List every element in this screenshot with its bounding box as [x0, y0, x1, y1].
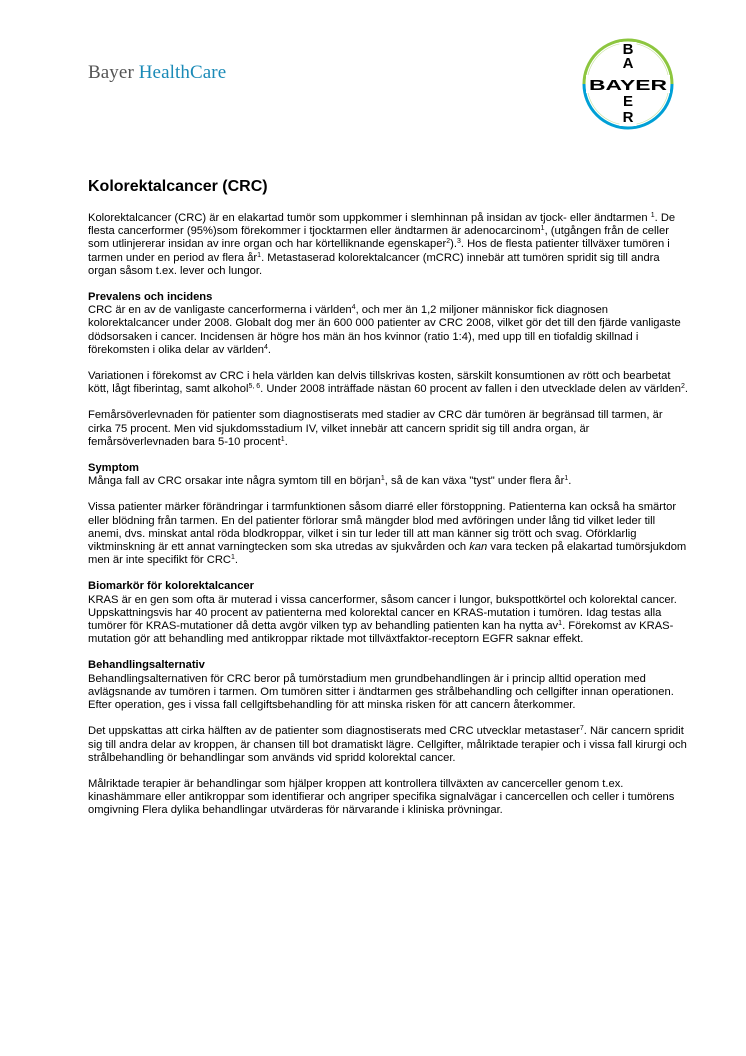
section-heading-treatment: Behandlingsalternativ [88, 659, 205, 672]
section-heading-biomarker: Biomarkör för kolorektalcancer [88, 580, 255, 593]
treatment-paragraph-2: Det uppskattas att cirka hälften av de patienter som diagnostiserats med CRC utvecklar metastaser$^7$. När cancern spridit sig till andra delar av kroppen, är chansen till bot dramatiskt lägre. Cellgifter, målriktade terapier och i vissa fall kirurgi och strålbehandling ör behandlingar som används vid spridd kolorektal cancer. [88, 725, 687, 764]
logo-letter-vertical: A [622, 55, 634, 72]
brand-healthcare: HealthCare [138, 62, 227, 83]
bayer-cross-logo [582, 38, 674, 130]
section-heading-prevalence: Prevalens och incidens [88, 291, 213, 304]
section-heading-symptoms: Symptom [88, 462, 139, 475]
symptoms-paragraph-1: Många fall av CRC orsakar inte några symtom till en början$^1$, så de kan växa "tyst" under flera $år^1$. [88, 475, 572, 488]
prevalence-paragraph-2: Variationen i förekomst av CRC i hela världen kan delvis tillskrivas kosten, särskilt konsumtionen av rött och bearbetat kött, lågt fiberintag, samt alkohol$^{5, 6}$. Under 2008 inträffade nästan 60 procent av fallen i den utvecklade delen av världen$^2$. [88, 370, 689, 396]
logo-letter-vertical: E [622, 93, 634, 110]
logo-letter-vertical: R [622, 109, 634, 126]
symptoms-paragraph-2: Vissa patienter märker förändringar i tarmfunktionen såsom diarré eller förstoppning. Patienterna kan också ha smärtor eller blödning från tarmen. En del patienter förlorar små mängder blod med avföringen under lång tid vilket leder till anemi, dvs. minskat antal röda blodkroppar, vilket i sin tur leder till att man känner sig trött och svag. Oförklarlig viktminskning är ett annat varningtecken som ska utredas av sjukvården och kan vara tecken på elakartad tumörsjukdom men är inte specifikt för CRC$^1$. [88, 501, 687, 567]
document-body [88, 178, 688, 831]
page-title: Kolorektalcancer (CRC) [88, 178, 268, 195]
logo-letter-vertical: B [622, 41, 634, 58]
prevalence-paragraph-1: CRC är en av de vanligaste cancerformerna i världen$^4$, och mer än 1,2 miljoner människor fick diagnosen kolorektalcancer under 2008. Globalt dog mer än 600 000 patienter av CRC 2008, vilket gör det till den fjärde vanligaste dödsorsaken i cancer. Incidensen är högre hos män än hos kvinnor (ratio 1:4), med upp till en tiofaldig skillnad i förekomsten i olika delar av världen$^4$. [88, 304, 681, 356]
logo-word-horizontal: BAYER [589, 77, 668, 94]
brand-wordmark [88, 62, 226, 84]
intro-paragraph: Kolorektalcancer (CRC) är en elakartad tumör som uppkommer i slemhinnan på insidan av tjock- eller ändtarmen $^1$. De flesta cancerformer (95%)som förekommer i tjocktarmen eller ändtarmen är adenocarcinom$^1$, (utgången från de celler som utlinjererar insidan av inre organ och har körtelliknande egenskaper$^2$).$^3$. Hos de flesta patienter tillväxer tumören i tarmen under en period av flera $år^1$. Metastaserad kolorektalcancer (mCRC) innebär att tumören spridit sig till andra organ såsom t.ex. lever och lungor. [88, 212, 676, 277]
biomarker-paragraph: KRAS är en gen som ofta är muterad i vissa cancerformer, såsom cancer i lungor, bukspottkörtel och kolorektal cancer. Uppskattningsvis har 40 procent av patienterna med kolorektal cancer en KRAS-mutation i tumören. Idag testas alla tumörer för KRAS-mutationer då detta avgör vilken typ av behandling patienten kan ha nytta $av^1$. Förekomst av KRAS-mutation gör att behandling med antikroppar riktade mot tillväxtfaktor-receptorn EGFR saknar effekt. [88, 593, 677, 646]
treatment-paragraph-1: Behandlingsalternativen för CRC beror på tumörstadium men grundbehandlingen är i princip alltid operation med avlägsnande av tumören i tarmen. Om tumören sitter i ändtarmen ges strålbehandling och cellgifter innan operationen. Efter operation, ges i vissa fall cellgiftsbehandling för att minska risken för att cancern återkommer. [88, 672, 674, 712]
prevalence-paragraph-3: Femårsöverlevnaden för patienter som diagnostiserats med stadier av CRC där tumören är begränsad till tarmen, är cirka 75 procent. Men vid sjukdomsstadium IV, vilket innebär att cancern spridit sig till andra organ, är femårsöverlevnaden bara 5-10 procent$^1$. [88, 409, 663, 448]
treatment-paragraph-3: Målriktade terapier är behandlingar som hjälper kroppen att kontrollera tillväxten av cancerceller genom t.ex. kinashämmare eller antikroppar som identifierar och angriper specifika signalvägar i cancercellen och celler i tumörens omgivning Flera dylika behandlingar utvärderas för närvarande i kliniska prövningar. [88, 777, 675, 817]
brand-bayer: Bayer [88, 62, 134, 83]
